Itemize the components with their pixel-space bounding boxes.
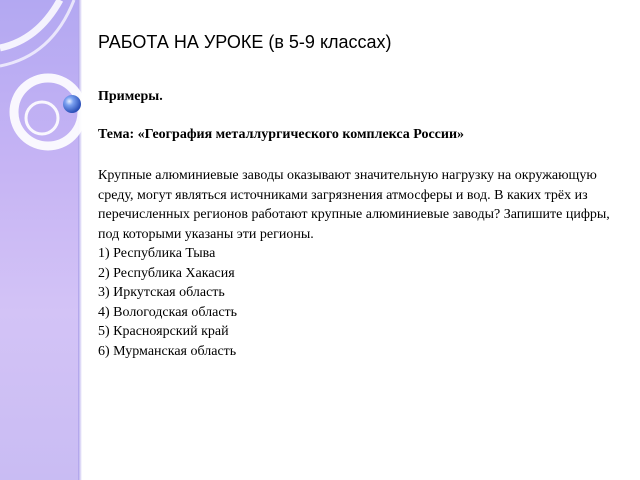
decorative-rings-icon xyxy=(0,0,90,200)
section-label: Примеры. xyxy=(98,89,163,104)
slide-title: РАБОТА НА УРОКЕ (в 5-9 классах) xyxy=(98,32,392,52)
list-item: 2) Республика Хакасия xyxy=(98,265,235,281)
list-item: 4) Вологодская область xyxy=(98,304,238,320)
slide-content xyxy=(98,24,618,361)
topic-line: Тема: «География металлургического комплекса России» xyxy=(98,127,465,142)
list-item: 1) Республика Тыва xyxy=(98,246,216,261)
top-arc xyxy=(0,0,60,48)
list-item: 6) Мурманская область xyxy=(98,343,237,359)
region-options-list xyxy=(98,244,618,361)
task-text: Крупные алюминиевые заводы оказывают значительную нагрузку на окружающую среду, могут являться источниками загрязнения атмосферы и вод. В каких трёх из перечисленных регионов работают крупные алюминиевые заводы? Запишите цифры, под которыми указаны эти регионы. xyxy=(98,168,610,242)
list-item: 5) Красноярский край xyxy=(98,324,229,339)
blue-sphere-icon xyxy=(63,95,81,113)
list-item: 3) Иркутская область xyxy=(98,285,225,300)
small-ring xyxy=(26,102,58,134)
